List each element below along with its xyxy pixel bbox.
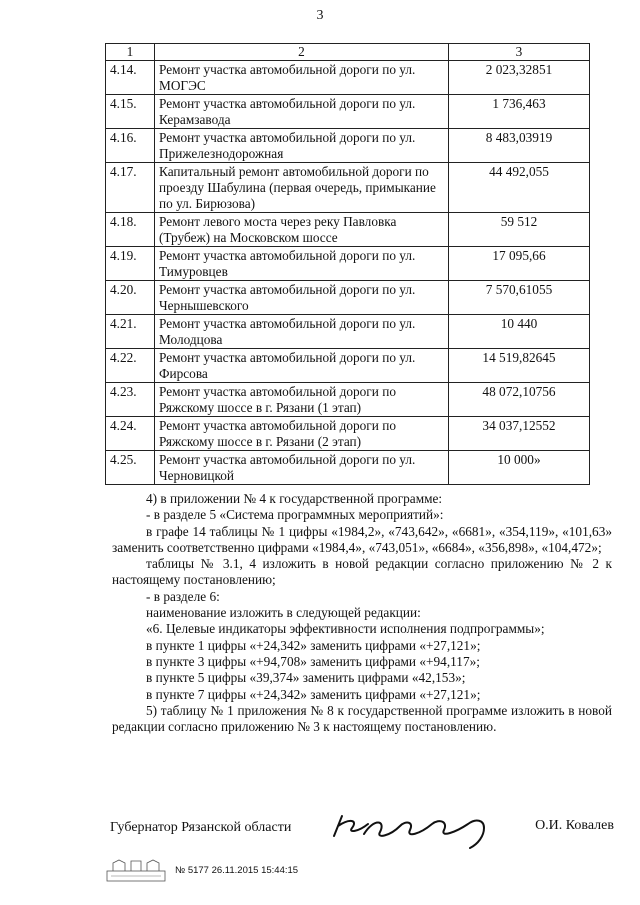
row-number: 4.25. [106, 451, 155, 485]
handwritten-signature [328, 806, 528, 850]
table-row [106, 315, 590, 349]
row-value: 59 512 [449, 213, 590, 247]
column-header: 1 [106, 44, 155, 61]
program-table [105, 43, 590, 485]
paragraph: в пункте 3 цифры «+94,708» заменить цифрами «+94,117»; [146, 653, 480, 669]
signature-block [110, 818, 614, 858]
table-row [106, 163, 590, 213]
row-value: 2 023,32851 [449, 61, 590, 95]
row-description: Ремонт участка автомобильной дороги по Ряжскому шоссе в г. Рязани (1 этап) [155, 383, 449, 417]
row-number: 4.20. [106, 281, 155, 315]
row-number: 4.23. [106, 383, 155, 417]
paragraph: 4) в приложении № 4 к государственной программе: [146, 491, 443, 506]
row-description: Ремонт участка автомобильной дороги по ул. Керамзавода [155, 95, 449, 129]
signatory-title: Губернатор Рязанской области [110, 820, 292, 835]
row-description: Ремонт участка автомобильной дороги по ул. Молодцова [155, 315, 449, 349]
row-description: Ремонт левого моста через реку Павловка (Трубеж) на Московском шоссе [155, 213, 449, 247]
document-footer [105, 857, 405, 887]
column-header: 3 [449, 44, 590, 61]
paragraph: «6. Целевые индикаторы эффективности исполнения подпрограммы»; [146, 621, 545, 637]
table-row [106, 349, 590, 383]
row-value: 14 519,82645 [449, 349, 590, 383]
paragraph: 5) таблицу № 1 приложения № 8 к государственной программе изложить в новой редакции согласно приложению № 3 к настоящему постановлению. [112, 702, 612, 735]
page-number: 3 [316, 8, 324, 23]
paragraph: таблицы № 3.1, 4 изложить в новой редакции согласно приложению № 2 к настоящему постановлению; [112, 556, 612, 588]
table-row [106, 281, 590, 315]
paragraph: в пункте 7 цифры «+24,342» заменить цифрами «+27,121»; [146, 686, 481, 702]
table-row [106, 129, 590, 163]
row-value: 17 095,66 [449, 247, 590, 281]
row-number: 4.15. [106, 95, 155, 129]
row-value: 48 072,10756 [449, 383, 590, 417]
row-value: 44 492,055 [449, 163, 590, 213]
row-value: 10 440 [449, 315, 590, 349]
column-header: 2 [155, 44, 449, 61]
row-number: 4.16. [106, 129, 155, 163]
row-value: 7 570,61055 [449, 281, 590, 315]
row-description: Ремонт участка автомобильной дороги по ул. Прижелезнодорожная [155, 129, 449, 163]
row-description: Капитальный ремонт автомобильной дороги по проезду Шабулина (первая очередь, примыкание по ул. Бирюзова) [155, 163, 449, 213]
table-row [106, 95, 590, 129]
registry-stamp-icon [105, 857, 167, 885]
paragraph: - в разделе 6: [146, 588, 220, 604]
row-number: 4.24. [106, 417, 155, 451]
table-row [106, 247, 590, 281]
row-value: 8 483,03919 [449, 129, 590, 163]
row-number: 4.17. [106, 163, 155, 213]
table-row [106, 61, 590, 95]
table-row [106, 417, 590, 451]
row-description: Ремонт участка автомобильной дороги по ул. Тимуровцев [155, 247, 449, 281]
table-row [106, 213, 590, 247]
row-description: Ремонт участка автомобильной дороги по ул. Чернышевского [155, 281, 449, 315]
row-number: 4.21. [106, 315, 155, 349]
row-description: Ремонт участка автомобильной дороги по Ряжскому шоссе в г. Рязани (2 этап) [155, 417, 449, 451]
row-value: 10 000» [449, 451, 590, 485]
paragraph: в пункте 1 цифры «+24,342» заменить цифрами «+27,121»; [146, 637, 481, 653]
paragraph: наименование изложить в следующей редакции: [146, 605, 421, 621]
row-value: 34 037,12552 [449, 417, 590, 451]
paragraph: - в разделе 5 «Система программных мероприятий»: [146, 507, 444, 523]
table-row [106, 383, 590, 417]
row-number: 4.22. [106, 349, 155, 383]
row-description: Ремонт участка автомобильной дороги по ул. Фирсова [155, 349, 449, 383]
row-number: 4.19. [106, 247, 155, 281]
row-description: Ремонт участка автомобильной дороги по ул. МОГЭС [155, 61, 449, 95]
table-header-row [106, 44, 590, 61]
registration-stamp: № 5177 26.11.2015 15:44:15 [175, 865, 299, 876]
row-value: 1 736,463 [449, 95, 590, 129]
row-description: Ремонт участка автомобильной дороги по ул. Черновицкой [155, 451, 449, 485]
signatory-name: О.И. Ковалев [535, 818, 614, 833]
paragraph: в графе 14 таблицы № 1 цифры «1984,2», «743,642», «6681», «354,119», «101,63» заменить соответственно цифрами «1984,4», «743,051», «6684», «356,898», «104,472»; [112, 523, 612, 555]
paragraph: в пункте 5 цифры «39,374» заменить цифрами «42,153»; [146, 670, 466, 686]
table-row [106, 451, 590, 485]
row-number: 4.18. [106, 213, 155, 247]
document-body [112, 491, 612, 735]
row-number: 4.14. [106, 61, 155, 95]
